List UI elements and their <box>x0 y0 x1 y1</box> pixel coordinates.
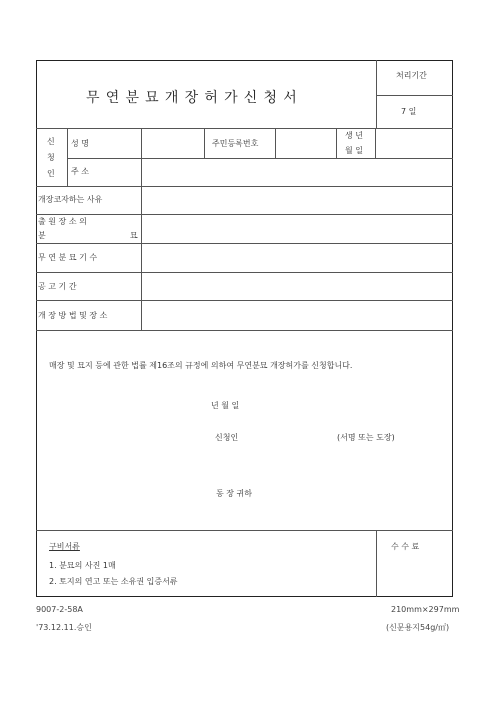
place-label-line2-left: 분 <box>38 231 46 240</box>
fee-separator <box>376 530 377 597</box>
signature-note: (서명 또는 도장) <box>337 433 395 442</box>
birth-label-line2: 월 일 <box>345 146 363 155</box>
place-label-line2-right: 묘 <box>130 231 138 240</box>
form-code: 9007-2-58A <box>36 605 83 614</box>
period-divider <box>376 95 453 96</box>
reason-label: 개장코자하는 사유 <box>38 195 103 204</box>
documents-title: 구비서류 <box>49 542 80 551</box>
resident-number-label: 주민등록번호 <box>212 139 259 148</box>
processing-period-label: 처리기간 <box>396 71 427 80</box>
applicant-bottom-line <box>36 186 453 187</box>
document-item-2: 2. 토지의 연고 또는 소유권 입증서류 <box>49 577 178 586</box>
date-line: 년 월 일 <box>211 401 240 410</box>
name-label: 성 명 <box>71 139 89 148</box>
count-bottom-line <box>36 272 453 273</box>
name-value-separator <box>204 128 205 158</box>
paper-size: 210mm×297mm <box>391 605 460 614</box>
grave-count-label: 무 연 분 묘 기 수 <box>38 253 98 262</box>
processing-period-value: 7 일 <box>401 107 417 116</box>
method-place-label: 개 장 방 법 및 장 소 <box>38 311 108 320</box>
place-label-line1: 출 원 장 소 의 <box>38 217 87 226</box>
method-bottom-line <box>36 330 453 331</box>
birth-label-line1: 생 년 <box>345 131 363 140</box>
applicant-side-label-1: 신 <box>47 137 55 146</box>
paper-type: (신문용지54g/㎡) <box>386 623 450 632</box>
header-bottom-line <box>36 128 453 129</box>
resident-label-separator <box>275 128 276 158</box>
addressee: 동 장 귀하 <box>216 489 252 498</box>
place-bottom-line <box>36 243 453 244</box>
header-period-separator <box>376 60 377 128</box>
label-column-separator <box>141 128 142 330</box>
reason-bottom-line <box>36 214 453 215</box>
notice-bottom-line <box>36 300 453 301</box>
applicant-side-label-2: 청 <box>47 153 55 162</box>
address-label: 주 소 <box>71 167 89 176</box>
notice-period-label: 공 고 기 간 <box>38 282 77 291</box>
applicant-signature-label: 신청인 <box>215 433 239 442</box>
approval-date: '73.12.11.승인 <box>36 623 92 632</box>
applicant-side-separator <box>67 128 68 186</box>
applicant-side-label-3: 인 <box>47 169 55 178</box>
body-bottom-line <box>36 530 453 531</box>
statement: 매장 및 묘지 등에 관한 법률 제16조의 규정에 의하여 무연분묘 개장허가를 신청합니다. <box>49 361 353 370</box>
document-item-1: 1. 분묘의 사진 1매 <box>49 561 116 570</box>
birth-label-separator <box>375 128 376 158</box>
fee-label: 수 수 료 <box>391 542 420 551</box>
resident-value-separator <box>336 128 337 158</box>
applicant-row-divider <box>67 158 453 159</box>
form-title: 무연분묘개장허가신청서 <box>86 90 303 106</box>
